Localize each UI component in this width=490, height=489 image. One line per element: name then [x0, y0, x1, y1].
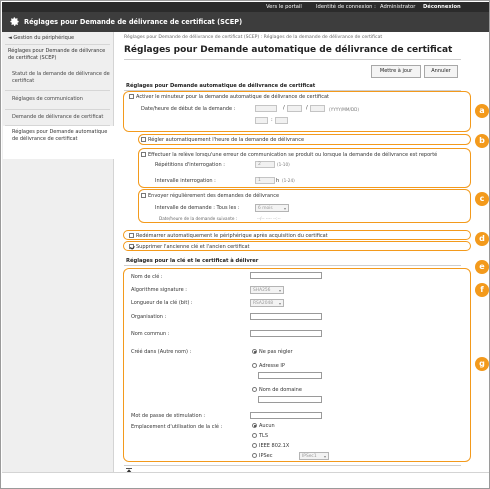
date-separator: / [306, 105, 308, 111]
auto-time-label: Régler automatiquement l'heure de la demande de délivrance [148, 137, 305, 143]
sidebar-item-request[interactable]: Demande de délivrance de certificat [12, 114, 104, 120]
common-name-label: Nom commun : [131, 331, 170, 337]
chevron-down-icon: ▾ [323, 454, 326, 459]
callout-badge-b: b [475, 134, 489, 148]
auto-section-title: Réglages pour Demande automatique de délivrance de certificat [126, 83, 316, 89]
sidebar-item-status[interactable]: Statut de la demande de délivrance de certificat [12, 71, 110, 84]
challenge-password-label: Mot de passe de stimulation : [131, 413, 206, 419]
organization-label: Organisation : [131, 314, 167, 320]
request-interval-label: Intervalle de demande : Tous les : [155, 205, 240, 211]
top-bar [2, 2, 490, 12]
date-format-hint: (YYYY/MM/DD) [329, 107, 359, 112]
key-usage-label: Emplacement d'utilisation de la clé : [131, 424, 223, 430]
sidebar-item-auto-request[interactable]: Réglages pour Demande automatique de délivrance de certificat [12, 129, 108, 142]
next-request-value: --/-- ---- --:-- [257, 216, 281, 221]
san-ip-label: Adresse IP [259, 363, 285, 369]
callout-badge-d: d [475, 232, 489, 246]
login-label: Identité de connexion : [316, 4, 376, 10]
breadcrumb: Réglages pour Demande de délivrance de certificat (SCEP) : Réglages de la demande de délivrance de certificat [124, 35, 383, 40]
interval-input[interactable]: 1 [255, 177, 275, 184]
sidebar-section-title[interactable]: Réglages pour Demande de délivrance de certificat (SCEP) [8, 48, 106, 61]
sidebar [2, 32, 114, 472]
time-separator: : [271, 117, 273, 123]
retries-input[interactable]: 2 [255, 161, 275, 168]
retries-label: Répétitions d'interrogation : [155, 162, 225, 168]
timer-label: Activer le minuteur pour la demande automatique de délivrance de certificat [136, 94, 329, 100]
chevron-down-icon: ▾ [278, 288, 281, 293]
divider [5, 44, 110, 45]
callout-frame-e [123, 230, 471, 240]
divider [124, 265, 461, 266]
interval-unit: h [276, 178, 280, 184]
callout-badge-f: f [475, 283, 489, 297]
back-link[interactable]: ◄ Gestion du périphérique [8, 35, 75, 41]
key-length-value: RSA2048 [253, 301, 274, 306]
callout-badge-g: g [475, 357, 489, 371]
next-request-label: Date/heure de la demande suivante : [159, 216, 238, 221]
callout-frame-b [138, 134, 471, 145]
main-content [115, 32, 490, 472]
divider [5, 109, 110, 110]
usage-ipsec-label: IPSec [259, 453, 273, 459]
title-bar [2, 12, 490, 32]
san-none-label: Ne pas régler [259, 349, 293, 355]
san-label: Créé dans (Autre nom) : [131, 349, 192, 355]
callout-frame-c [138, 148, 471, 188]
usage-ieee-label: IEEE 802.1X [259, 443, 290, 449]
callout-frame-a [123, 91, 471, 132]
key-section-title: Réglages pour la clé et le certificat à délivrer [126, 258, 259, 264]
retry-label: Effectuer la relève lorsqu'une erreur de communication se produit ou lorsque la demande de délivrance est reporté [148, 152, 438, 158]
chevron-down-icon: ▾ [283, 206, 286, 211]
window-title: Réglages pour Demande de délivrance de certificat (SCEP) [24, 18, 243, 26]
portal-link[interactable]: Vers le portail [266, 4, 302, 10]
logout-link[interactable]: Déconnexion [423, 4, 461, 10]
user-name: Administrator [380, 4, 416, 10]
callout-badge-c: c [475, 192, 489, 206]
restart-label: Redémarrer automatiquement le périphérique après acquisition du certificat [136, 233, 328, 239]
gear-icon [9, 16, 20, 27]
interval-label: Intervalle interrogation : [155, 178, 216, 184]
key-name-label: Nom de clé : [131, 274, 163, 280]
retries-range: (1-10) [277, 162, 290, 167]
divider [124, 465, 461, 466]
usage-none-label: Aucun [259, 423, 275, 429]
page-title: Réglages pour Demande automatique de délivrance de certificat [124, 45, 453, 55]
regular-request-label: Envoyer régulièrement des demandes de délivrance [148, 193, 280, 199]
chevron-down-icon: ▾ [278, 301, 281, 306]
san-domain-label: Nom de domaine [259, 387, 302, 393]
divider [5, 90, 110, 91]
delete-old-label: Supprimer l'ancienne clé et l'ancien certificat [136, 244, 250, 250]
ipsec-policy-value: IPSec1 [302, 454, 317, 459]
callout-frame-d [138, 189, 471, 223]
callout-badge-e: e [475, 260, 489, 274]
start-datetime-label: Date/heure de début de la demande : [141, 106, 236, 112]
divider [124, 59, 461, 60]
signature-label: Algorithme signature : [131, 287, 187, 293]
callout-frame-g [123, 268, 471, 462]
interval-range: (1-24) [282, 178, 295, 183]
callout-badge-a: a [475, 104, 489, 118]
request-interval-value: 6 mois [258, 206, 273, 211]
sidebar-item-communication[interactable]: Réglages de communication [12, 96, 83, 102]
usage-tls-label: TLS [259, 433, 269, 439]
update-button[interactable]: Mettre à jour [371, 65, 421, 78]
key-length-label: Longueur de la clé (bit) : [131, 300, 193, 306]
date-separator: / [283, 105, 285, 111]
cancel-button[interactable]: Annuler [424, 65, 458, 78]
bottom-bar [2, 472, 490, 489]
signature-value: SHA256 [253, 288, 271, 293]
callout-frame-f [123, 241, 471, 251]
